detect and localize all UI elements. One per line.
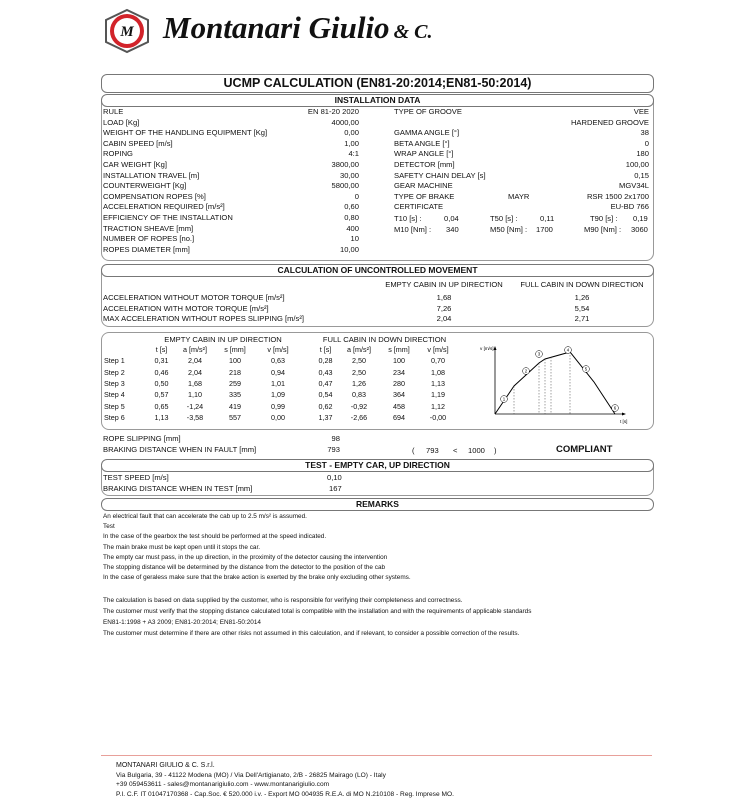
installation-value: 4000,00 [331, 117, 359, 127]
graph-x-label: t [s] [620, 419, 628, 424]
step-down-cell: 280 [393, 379, 405, 389]
step-down-cell: -2,66 [350, 412, 368, 422]
installation-value: 100,00 [625, 160, 649, 169]
step-down-cell: 0,70 [431, 356, 445, 366]
t50-value: 0,11 [540, 214, 555, 223]
notes-list [103, 596, 653, 640]
step-up-cell: 0,63 [271, 356, 285, 366]
installation-label: BETA ANGLE [°] [394, 138, 450, 148]
step-up-cell: 1,10 [188, 390, 202, 400]
step-label: Step 4 [104, 390, 125, 400]
installation-label: ACCELERATION REQUIRED [m/s²] [103, 202, 225, 212]
installation-row [394, 160, 649, 171]
step-down-cell: 0,62 [318, 401, 333, 411]
installation-value: 0 [644, 138, 649, 148]
steps-down-title: FULL CABIN IN DOWN DIRECTION [322, 335, 447, 344]
rope-slipping-value: 98 [331, 434, 340, 443]
footer-company: MONTANARI GIULIO & C. S.r.l. [116, 762, 215, 769]
step-down-cell: -0,00 [429, 412, 447, 422]
installation-value: 3800,00 [331, 160, 359, 169]
installation-row [103, 118, 359, 129]
step-gap [301, 355, 312, 366]
uncontrolled-row [103, 293, 649, 304]
installation-row [394, 139, 649, 150]
step-up-cell: 2,04 [188, 356, 202, 366]
step-label: Step 6 [104, 412, 125, 422]
installation-value: 30,00 [339, 170, 359, 180]
installation-row [103, 171, 359, 182]
test-braking-label: BRAKING DISTANCE WHEN IN TEST [mm] [103, 484, 253, 493]
note-line: The customer must verify that the stopping distance calculated total is compatible with the installation and with the requirements of applicable standards [103, 608, 532, 615]
installation-value: 0 [354, 191, 359, 201]
uncontrolled-up: 2,04 [436, 314, 452, 324]
step-up-cell: 100 [229, 356, 241, 366]
step-down-cell: 1,19 [431, 390, 445, 400]
installation-label: NUMBER OF ROPES [no.] [103, 234, 195, 244]
installation-row [103, 107, 359, 118]
m50-label: M50 [Nm] : [490, 225, 528, 234]
step-up-cell: 335 [229, 390, 241, 400]
installation-label: TRACTION SHEAVE [mm] [103, 223, 194, 233]
step-up-cell: 0,99 [271, 401, 285, 411]
step-row [104, 412, 457, 423]
step-down-cell: 1,26 [352, 379, 366, 389]
installation-label: CAR WEIGHT [Kg] [103, 160, 167, 169]
installation-label: CERTIFICATE [394, 202, 444, 212]
installation-row [394, 202, 649, 213]
step-row [104, 355, 457, 366]
installation-value: 0,15 [634, 170, 649, 180]
step-up-cell: -1,24 [186, 401, 204, 411]
note-line: The calculation is based on data supplied by the customer, who is responsible for verifying their completeness and correctness. [103, 597, 463, 604]
installation-value: HARDENED GROOVE [570, 117, 649, 127]
braking-comparison [412, 446, 502, 457]
remark-line: The empty car must pass, in the up direction, in the proximity of the detector causing the intervention [103, 553, 388, 561]
company-logo-name: Montanari Giulio [163, 10, 390, 45]
m90-value: 3060 [631, 225, 648, 234]
installation-value: 10 [350, 234, 359, 244]
installation-label: DETECTOR [mm] [394, 160, 455, 169]
uncontrolled-label: ACCELERATION WITH MOTOR TORQUE [m/s²] [103, 303, 269, 313]
installation-row [394, 181, 649, 192]
step-down-cell: 458 [393, 401, 405, 411]
page-title: UCMP CALCULATION (EN81-20:2014;EN81-50:2014) [101, 74, 654, 93]
t10-value: 0,04 [444, 214, 459, 223]
installation-value: 180 [636, 149, 649, 159]
velocity-graph [478, 342, 638, 428]
test-speed-value: 0,10 [327, 473, 342, 482]
m50-value: 1700 [536, 225, 553, 234]
step-label: Step 2 [104, 367, 125, 377]
remark-line: Test [103, 523, 115, 531]
step-gap [301, 378, 312, 389]
footer-address: Via Bulgaria, 39 - 41122 Modena (MO) / Via Dell'Artigianato, 2/B - 26825 Mairago (LO) - Italy [116, 771, 386, 779]
installation-row [394, 192, 649, 203]
installation-row [394, 171, 649, 182]
installation-mid: MAYR [508, 191, 530, 201]
step-up-cell: 0,94 [271, 367, 285, 377]
col-up-a: a [m/s²] [183, 345, 207, 355]
installation-label: COMPENSATION ROPES [%] [103, 191, 206, 201]
rope-slipping-label: ROPE SLIPPING [mm] [103, 434, 181, 443]
installation-value: 0,00 [344, 128, 359, 138]
installation-label: WRAP ANGLE [°] [394, 149, 454, 159]
col-down-a: a [m/s²] [347, 345, 371, 355]
graph-step-label: 1 [502, 396, 506, 402]
installation-label: GAMMA ANGLE [°] [394, 128, 460, 138]
m10-label: M10 [Nm] : [394, 225, 432, 234]
step-label: Step 5 [104, 401, 125, 411]
step-up-cell: 0,46 [154, 367, 169, 377]
installation-label: SAFETY CHAIN DELAY [s] [394, 170, 486, 180]
graph-step-label: 3 [537, 351, 541, 357]
t90-label: T90 [s] : [590, 214, 618, 223]
cmp-op: < [453, 446, 458, 455]
step-label: Step 3 [104, 379, 125, 389]
uncontrolled-down: 2,71 [574, 314, 590, 324]
col-up-t: t [s] [155, 345, 168, 355]
installation-row [103, 213, 359, 224]
step-down-cell: 2,50 [352, 356, 366, 366]
footer [116, 761, 636, 799]
step-down-cell: -0,92 [350, 401, 368, 411]
installation-row [103, 224, 359, 235]
installation-value: 1,00 [344, 138, 359, 148]
step-down-cell: 2,50 [352, 367, 366, 377]
remark-line: The stopping distance will be determined by the distance from the detector to the position of the cab [103, 563, 386, 571]
note-line: The customer must determine if there are other risks not assumed in this calculation, and if relevant, to consider a possible correction of the results. [103, 630, 520, 637]
installation-value: VEE [633, 107, 649, 116]
installation-label: WEIGHT OF THE HANDLING EQUIPMENT [Kg] [103, 128, 268, 138]
step-up-cell: -3,58 [186, 412, 204, 422]
braking-fault-value: 793 [327, 445, 340, 454]
installation-label: INSTALLATION TRAVEL [m] [103, 170, 200, 180]
installation-row [103, 128, 359, 139]
installation-value: MGV34L [619, 181, 649, 191]
uncontrolled-down: 5,54 [574, 303, 590, 313]
step-up-cell: 1,13 [154, 412, 169, 422]
step-down-cell: 364 [393, 390, 405, 400]
step-down-cell: 100 [393, 356, 405, 366]
col-down-t: t [s] [319, 345, 332, 355]
step-up-cell: 0,00 [271, 412, 285, 422]
installation-value: 5800,00 [331, 181, 359, 191]
installation-value: 38 [640, 128, 649, 138]
installation-row [394, 107, 649, 118]
step-up-cell: 0,31 [154, 356, 169, 366]
installation-row [103, 149, 359, 160]
col-down-s: s [mm] [388, 345, 410, 355]
installation-label: EFFICIENCY OF THE INSTALLATION [103, 213, 233, 222]
uncontrolled-row [103, 314, 649, 325]
uncontrolled-label: ACCELERATION WITHOUT MOTOR TORQUE [m/s²] [103, 293, 285, 302]
t10-label: T10 [s] : [394, 214, 422, 223]
installation-label: ROPING [103, 149, 133, 159]
remark-line: An electrical fault that can accelerate the cab up to 2.5 m/s² is assumed. [103, 513, 307, 520]
installation-label: TYPE OF GROOVE [394, 107, 462, 116]
installation-row [103, 139, 359, 150]
steps-table [104, 344, 457, 423]
step-gap [301, 400, 312, 411]
remark-line: The main brake must be kept open until it stops the car. [103, 543, 261, 551]
uncontrolled-label: MAX ACCELERATION WITHOUT ROPES SLIPPING [m/s²] [103, 314, 304, 324]
installation-label: COUNTERWEIGHT [Kg] [103, 181, 187, 191]
step-gap [301, 389, 312, 400]
installation-value: EN 81-20 2020 [307, 107, 359, 116]
svg-text:M: M [120, 24, 134, 40]
installation-row [103, 181, 359, 192]
installation-label: ROPES DIAMETER [mm] [103, 244, 190, 254]
step-up-cell: 1,01 [271, 379, 285, 389]
installation-header: INSTALLATION DATA [101, 94, 654, 107]
step-down-cell: 234 [393, 367, 405, 377]
footer-contact: +39 059453611 - sales@montanarigiulio.com - www.montanarigiulio.com [116, 781, 330, 789]
braking-fault-label: BRAKING DISTANCE WHEN IN FAULT [mm] [103, 445, 257, 454]
uncontrolled-row [103, 304, 649, 315]
company-logo-suffix: & C. [393, 21, 433, 43]
installation-label: GEAR MACHINE [394, 181, 453, 191]
installation-row [103, 234, 359, 245]
installation-row [103, 192, 359, 203]
step-down-cell: 1,08 [431, 367, 445, 377]
step-up-cell: 218 [229, 367, 241, 377]
installation-label: RULE [103, 107, 124, 116]
m10-value: 340 [446, 225, 459, 234]
t50-label: T50 [s] : [490, 214, 518, 223]
cmp-b: 1000 [468, 446, 485, 455]
footer-rule [101, 755, 652, 756]
remarks-header: REMARKS [101, 498, 654, 511]
remark-line: In the case of the gearbox the test should be performed at the speed indicated. [103, 533, 327, 541]
step-gap [301, 412, 312, 423]
step-down-cell: 0,54 [318, 390, 333, 400]
installation-value: 10,00 [339, 244, 359, 254]
company-logo [96, 8, 158, 54]
footer-legal: P.I. C.F. IT 01047170368 - Cap.Soc. € 520.000 i.v. - Export MO 004935 R.E.A. di MO N.210108 - Reg. Imprese MO. [116, 790, 454, 798]
installation-value: 0,60 [344, 202, 359, 212]
steps-table-wrap [104, 344, 457, 423]
uncontrolled-up: 7,26 [436, 303, 452, 313]
note-line: EN81-1:1998 + A3 2009; EN81-20:2014; EN81-50:2014 [103, 619, 261, 626]
step-row [104, 389, 457, 400]
step-up-cell: 557 [229, 412, 241, 422]
step-gap [301, 367, 312, 378]
installation-value: RSR 1500 2x1700 [586, 191, 649, 201]
step-up-cell: 0,50 [154, 379, 169, 389]
step-up-cell: 419 [229, 401, 241, 411]
m90-label: M90 [Nm] : [584, 225, 622, 234]
uncontrolled-down: 1,26 [574, 293, 590, 302]
installation-label: TYPE OF BRAKE [394, 191, 455, 201]
installation-value: 400 [346, 223, 359, 233]
graph-step-label: 4 [566, 347, 570, 353]
installation-value: 4:1 [348, 149, 359, 159]
graph-step-label: 2 [524, 368, 528, 374]
installation-row [394, 128, 649, 139]
installation-row [394, 118, 649, 129]
test-header: TEST - EMPTY CAR, UP DIRECTION [101, 459, 654, 472]
graph-step-label: 6 [613, 405, 617, 411]
brake-times [394, 214, 649, 236]
step-row [104, 367, 457, 378]
col-down-v: v [m/s] [427, 345, 449, 355]
remark-line: In the case of geraless make sure that the brake action is exerted by the brake only excluding other systems. [103, 574, 411, 582]
installation-row [103, 202, 359, 213]
step-up-cell: 1,68 [188, 379, 202, 389]
step-down-cell: 1,37 [318, 412, 333, 422]
test-speed-label: TEST SPEED [m/s] [103, 473, 169, 482]
uncontrolled-header: CALCULATION OF UNCONTROLLED MOVEMENT [101, 264, 654, 277]
installation-row [103, 160, 359, 171]
step-up-cell: 2,04 [188, 367, 202, 377]
installation-value: EU-BD 766 [610, 202, 649, 212]
installation-label: LOAD [Kg] [103, 117, 140, 127]
step-down-cell: 0,47 [318, 379, 333, 389]
step-down-cell: 0,28 [318, 356, 333, 366]
step-up-cell: 259 [229, 379, 241, 389]
step-down-cell: 1,12 [431, 401, 445, 411]
installation-row [394, 149, 649, 160]
installation-value: 0,80 [344, 213, 359, 222]
installation-row [103, 245, 359, 256]
uncontrolled-col-down: FULL CABIN IN DOWN DIRECTION [520, 280, 644, 289]
test-braking-value: 167 [329, 484, 342, 493]
step-down-cell: 0,43 [318, 367, 333, 377]
step-label: Step 1 [104, 356, 125, 366]
uncontrolled-up: 1,68 [436, 293, 452, 302]
graph-y-label: v [m/s] [480, 346, 494, 351]
step-up-cell: 0,57 [154, 390, 169, 400]
col-up-v: v [m/s] [267, 345, 289, 355]
compliance-verdict: COMPLIANT [556, 444, 613, 455]
step-down-cell: 1,13 [431, 379, 445, 389]
uncontrolled-col-up: EMPTY CABIN IN UP DIRECTION [385, 280, 503, 289]
remarks-list [103, 512, 653, 583]
steps-header-row [104, 344, 457, 355]
step-down-cell: 694 [393, 412, 405, 422]
cmp-a: 793 [426, 446, 439, 455]
step-up-cell: 1,09 [271, 390, 285, 400]
cmp-close: ) [494, 446, 497, 455]
cmp-open: ( [412, 446, 415, 455]
graph-step-label: 5 [584, 366, 588, 372]
installation-label: CABIN SPEED [m/s] [103, 138, 173, 148]
step-row [104, 400, 457, 411]
col-up-s: s [mm] [224, 345, 246, 355]
t90-value: 0,19 [633, 214, 648, 223]
steps-up-title: EMPTY CABIN IN UP DIRECTION [164, 335, 282, 344]
step-row [104, 378, 457, 389]
step-up-cell: 0,65 [154, 401, 169, 411]
step-down-cell: 0,83 [352, 390, 366, 400]
